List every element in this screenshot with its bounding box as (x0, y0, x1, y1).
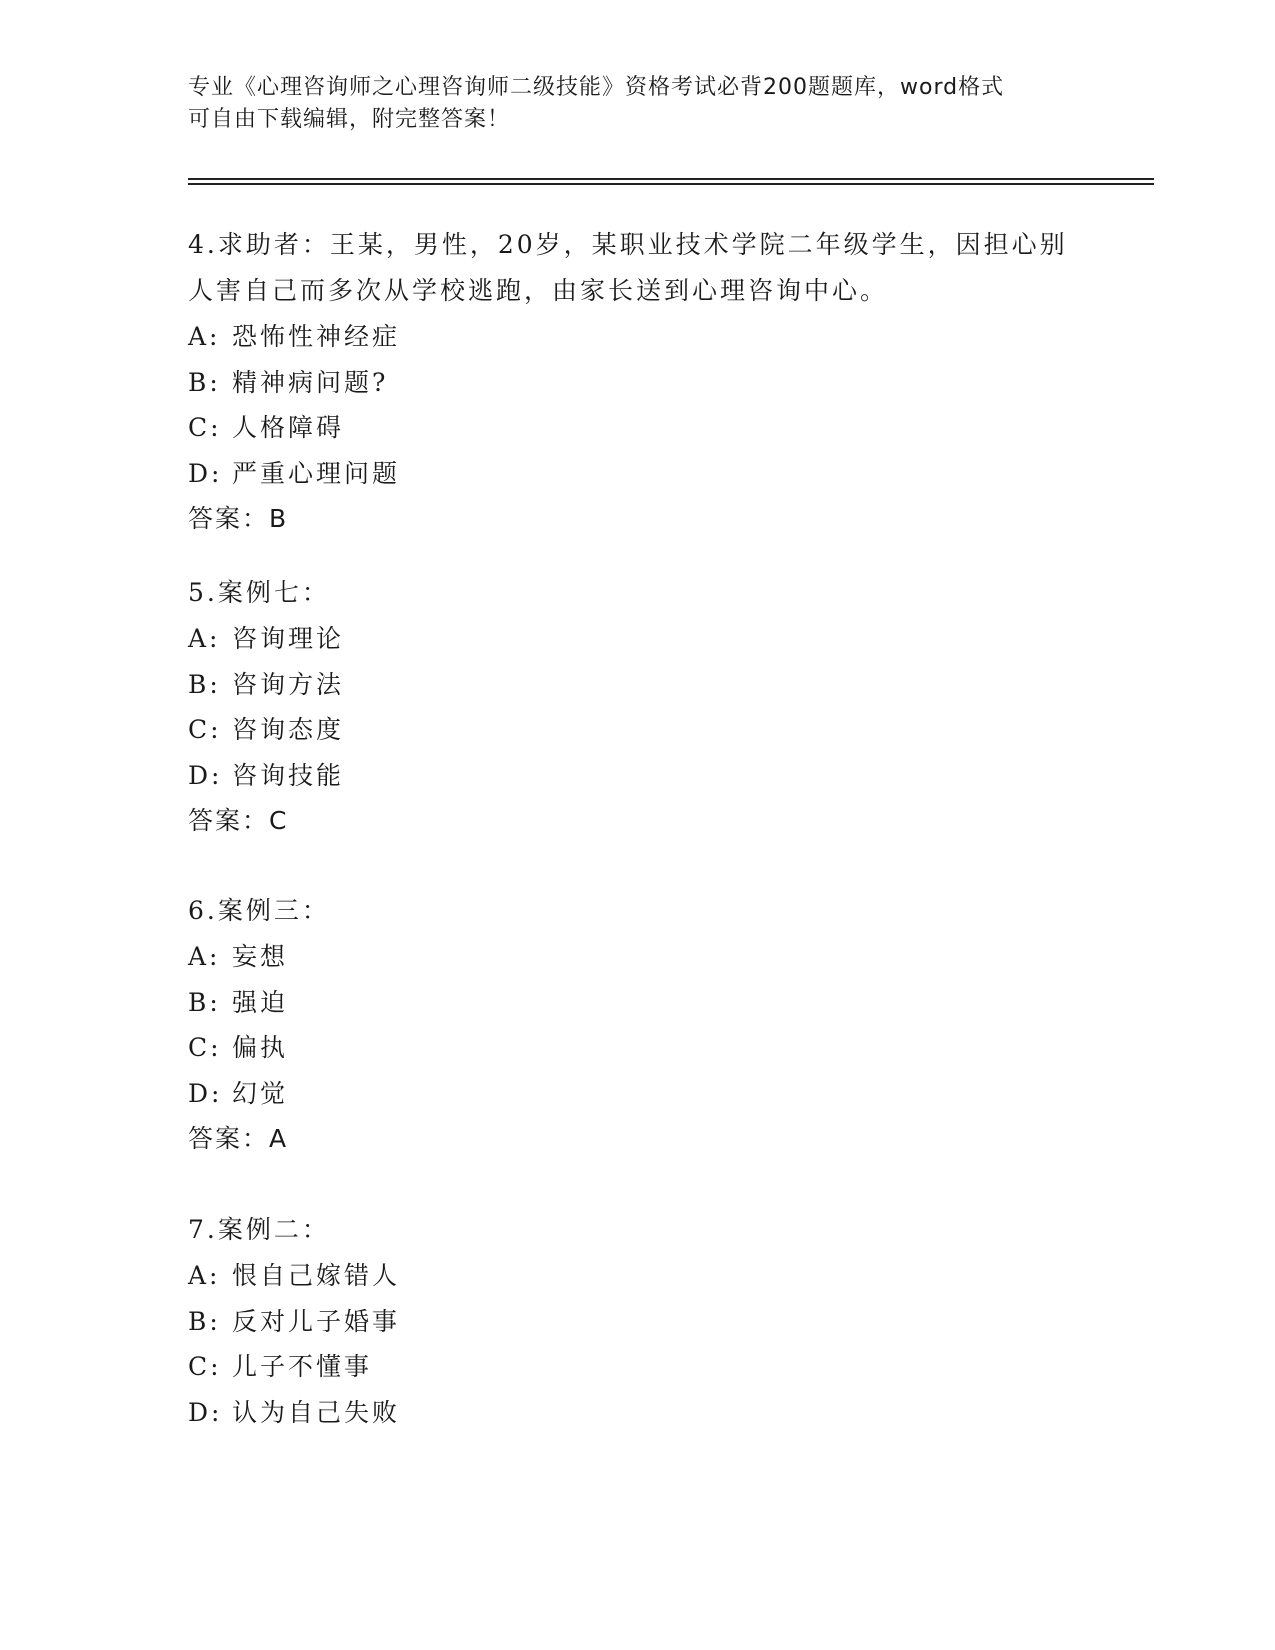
option-text: 精神病问题? (232, 367, 389, 397)
document-header (188, 72, 1068, 136)
option-key: B: (188, 987, 221, 1017)
option-text: 严重心理问题 (232, 458, 401, 488)
option-key: C: (188, 715, 222, 744)
option-key: C: (188, 1033, 222, 1062)
option-text: 咨询方法 (232, 669, 345, 699)
option-b (188, 360, 1068, 406)
option-key: B: (188, 1306, 221, 1336)
option-text: 恐怖性神经症 (232, 322, 401, 351)
option-c (188, 1025, 1068, 1071)
option-key: A: (188, 322, 221, 351)
option-a (188, 934, 1068, 980)
option-text: 咨询技能 (232, 760, 345, 790)
answer-line: 答案：B (188, 504, 289, 533)
option-text: 恨自己嫁错人 (232, 1261, 401, 1290)
option-text: 妄想 (232, 942, 289, 971)
option-text: 咨询态度 (232, 715, 345, 744)
answer-line: 答案：C (188, 806, 289, 835)
option-b (188, 980, 1068, 1026)
option-a (188, 314, 1068, 360)
option-key: D: (188, 1078, 223, 1108)
option-key: D: (188, 458, 223, 488)
option-text: 人格障碍 (232, 413, 345, 442)
option-key: C: (188, 1352, 222, 1381)
option-text: 认为自己失败 (232, 1397, 401, 1427)
option-a (188, 616, 1068, 662)
question-stem: 4.求助者：王某，男性，20岁，某职业技术学院二年级学生，因担心别人害自己而多次从学校逃跑，由家长送到心理咨询中心。 (188, 230, 1068, 305)
option-key: B: (188, 669, 221, 699)
header-line-1: 专业《心理咨询师之心理咨询师二级技能》资格考试必背200题题库，word格式 (188, 75, 1005, 100)
question-stem: 5.案例七： (188, 578, 330, 607)
option-text: 反对儿子婚事 (232, 1306, 401, 1336)
option-b (188, 662, 1068, 708)
answer-line: 答案：A (188, 1124, 289, 1153)
option-c (188, 707, 1068, 753)
option-d (188, 1390, 1068, 1436)
option-text: 儿子不懂事 (232, 1352, 373, 1381)
option-key: A: (188, 1261, 221, 1290)
option-a (188, 1253, 1068, 1299)
option-text: 咨询理论 (232, 624, 345, 653)
option-text: 偏执 (232, 1033, 289, 1062)
option-key: D: (188, 1397, 223, 1427)
option-key: A: (188, 624, 221, 653)
question-stem: 6.案例三： (188, 896, 330, 925)
option-key: B: (188, 367, 221, 397)
option-text: 强迫 (232, 987, 289, 1017)
header-rule-bottom (188, 183, 1154, 185)
question-5 (188, 570, 1068, 844)
option-key: A: (188, 942, 221, 971)
header-rule-top (188, 178, 1154, 180)
option-key: D: (188, 760, 223, 790)
option-key: C: (188, 413, 222, 442)
header-line-2: 可自由下载编辑，附完整答案！ (188, 107, 511, 132)
option-d (188, 753, 1068, 799)
option-b (188, 1299, 1068, 1345)
question-6 (188, 888, 1068, 1162)
question-stem: 7.案例二： (188, 1215, 330, 1244)
option-c (188, 405, 1068, 451)
option-text: 幻觉 (232, 1078, 289, 1108)
question-4 (188, 222, 1068, 542)
question-7 (188, 1207, 1068, 1435)
option-d (188, 1071, 1068, 1117)
option-d (188, 451, 1068, 497)
option-c (188, 1344, 1068, 1390)
